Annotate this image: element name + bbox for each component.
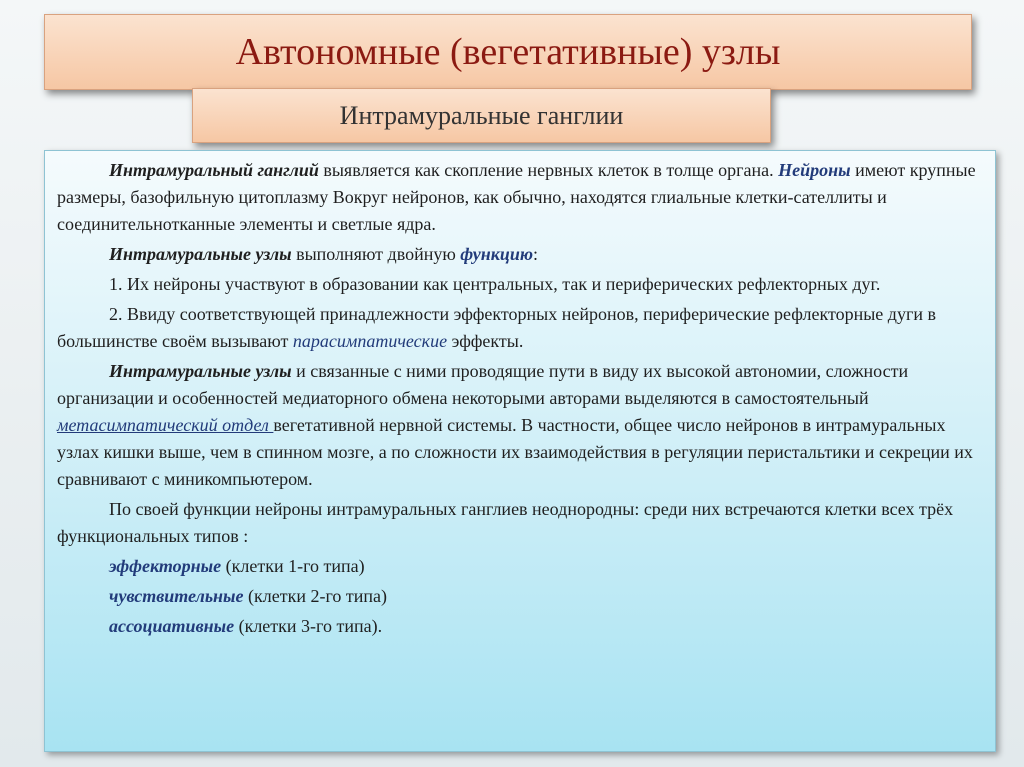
metasympathetic-link[interactable]: метасимпатический отдел [57,415,274,435]
paragraph-text: 2. Ввиду соответствующей принадлежности эффекторных нейронов, периферические рефлекторные дуги в большинстве своём вызывают [57,304,936,351]
paragraph-text: По своей функции нейроны интрамуральных ганглиев неоднородны: среди них встречаются клетки всех трёх функциональных типов : [57,499,954,546]
paragraph-text: 1. Их нейроны участвуют в образовании как центральных, так и периферических рефлекторных дуг. [109,274,881,294]
term-intramural-ganglion: Интрамуральный ганглий [109,160,319,180]
type-description: (клетки 2-го типа) [243,586,388,606]
term-function: функцию [460,244,533,264]
term-parasympathetic: парасимпатические [292,331,448,351]
term-effector: эффекторные [109,556,222,576]
paragraph-text: : [532,244,538,264]
term-associative: ассоциативные [109,616,235,636]
term-neurons: Нейроны [778,160,851,180]
paragraph-point-1 [57,271,985,298]
list-item-type-3 [57,613,985,640]
paragraph-text: и связанные с ними проводящие пути в виду их высокой автономии, сложности организации и особенностей медиаторного обмена некоторыми авторами выделяются в самостоятельный [57,361,909,408]
list-item-type-1 [57,553,985,580]
title-banner [44,14,972,90]
paragraph-ganglion-definition [57,157,985,238]
type-description: (клетки 3-го типа). [234,616,383,636]
paragraph-text: выполняют двойную [291,244,461,264]
paragraph-neuron-types [57,496,985,550]
list-item-type-2 [57,583,985,610]
paragraph-text: выявляется как скопление нервных клеток в толще органа. [318,160,779,180]
paragraph-text: эффекты. [447,331,524,351]
paragraph-text: вегетативной нервной системы. В частности, общее число нейронов в интрамуральных узлах кишки выше, чем в спинном мозге, а по сложности их взаимодействия в регуляции перистальтики и секреции их сравнивают с миникомпьютером. [57,415,973,489]
term-intramural-nodes: Интрамуральные узлы [109,244,292,264]
page-title: Автономные (вегетативные) узлы [235,31,781,73]
subtitle-banner [192,88,771,143]
paragraph-double-function [57,241,985,268]
term-intramural-nodes: Интрамуральные узлы [109,361,292,381]
content-panel [44,150,996,752]
paragraph-point-2 [57,301,985,355]
type-description: (клетки 1-го типа) [221,556,365,576]
term-sensory: чувствительные [109,586,244,606]
page-subtitle: Интрамуральные ганглии [339,100,624,130]
paragraph-metasympathetic [57,358,985,493]
paragraph-text: имеют крупные размеры, базофильную цитоплазму Вокруг нейронов, как обычно, находятся глиальные клетки-сателлиты и соединительнотканные элементы и светлые ядра. [57,160,976,234]
